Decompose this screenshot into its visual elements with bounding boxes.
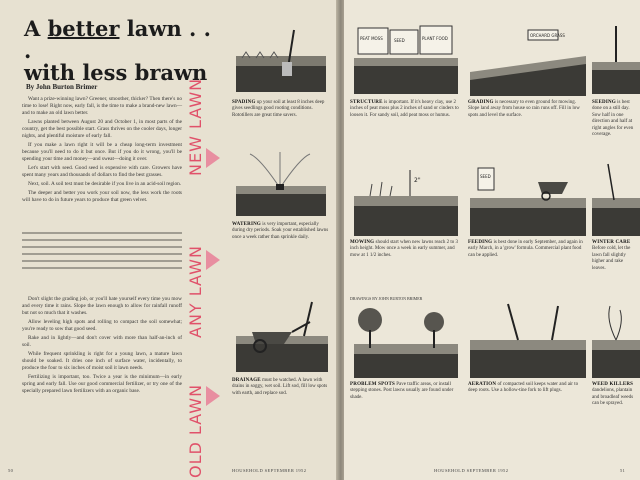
drainage-illustration <box>232 296 332 376</box>
caption-feeding <box>468 240 588 259</box>
caption-text: dandelions, plantain and broadleaf weeds can be sprayed. <box>592 388 634 407</box>
text-lines <box>22 232 182 274</box>
body-paragraph: Rake and in lightly—and don't cover with more than half-an-inch of soil. <box>22 335 182 348</box>
caption-head: SPADING <box>232 100 256 105</box>
old-lawn-label: OLD LAWN <box>186 383 205 478</box>
caption-head: GRADING <box>468 100 494 105</box>
right-page <box>344 0 640 480</box>
intro-paragraph: Lawns planted between August 20 and October 1, in most parts of the country, get the best possible start. Grass thrives on the cooler days, longer nights, and plentiful moisture of early fall. <box>22 119 182 139</box>
caption-text: is important. If it's heavy clay, use 2 inches of peat moss plus 2 inches of sand or cinders to loosen it. For sandy soil, add peat moss or humus. <box>350 100 459 118</box>
aeration-illustration <box>468 300 588 380</box>
any-lawn-label: ANY LAWN <box>186 245 205 338</box>
intro-paragraph: Let's start with seed. Good seed is expensive with care. Growers have spent many years and thousands of dollars to find the best grasses. <box>22 165 182 178</box>
pink-triangle <box>206 148 220 168</box>
intro-paragraph: Next, soil. A soil test must be desirable if you live in an acid-soil region. <box>28 181 182 187</box>
spading-illustration <box>232 28 332 98</box>
caption-spading <box>232 100 332 119</box>
caption-head: FEEDING <box>468 240 493 245</box>
title-line1-post: lawn . . . <box>24 16 211 63</box>
body-paragraph: Allow leveling high spots and rolling to compact the soil somewhat; you're ready to sow that good seed. <box>22 319 182 332</box>
caption-watering <box>232 222 332 241</box>
soil-structure-illustration <box>350 18 462 98</box>
caption-head: WEED KILLERS <box>592 382 634 387</box>
body-paragraph: Fertilizing is important, too. Twice a year is the minimum—in early spring and early fall. Use our good commercial fertilizer, or try one of the specially prepared lawn fertilizers with an organic base. <box>22 374 182 394</box>
winter-care-illustration <box>592 160 640 238</box>
right-footer: HOUSEHOLD SEPTEMBER 1952 <box>434 468 509 473</box>
orchard-grass-label: ORCHARD GRASS <box>530 33 565 38</box>
intro-paragraph: Want a prize-winning lawn? Greener, smoother, thicker? Then there's no time to lose! Right now, early fall, is the time to make a brand-new lawn—and to make an old lawn better. <box>22 96 182 116</box>
caption-head: WINTER CARE <box>592 240 631 245</box>
illustration-credit: DRAWINGS BY JOHN BURTON BRIMER <box>350 296 423 301</box>
mowing-illustration <box>350 160 462 238</box>
body-paragraph: Don't slight the grading job, or you'll hate yourself every time you mow and every time it rains. Slope the lawn enough to allow for rainfall runoff but not so much that it washes. <box>22 296 182 316</box>
caption-text: should start when new lawns reach 2 to 3 inch height. Mow once a week in early summer, and mow at 1 1/2 inches. <box>350 240 458 258</box>
caption-structure <box>350 100 462 119</box>
title-line1-pre: A <box>24 16 48 41</box>
grading-illustration <box>468 26 588 98</box>
intro-paragraph: The deeper and better you work your soil now, the less work the roots will have to do in future years to produce that green velvet. <box>22 190 182 203</box>
caption-problem-spots <box>350 382 462 401</box>
caption-text: of compacted soil keeps water and air to deep roots. Use a hollow-tine fork to lift plugs. <box>468 382 579 394</box>
caption-text: is best done on a still day. Sow half in one direction and half at right angles for even coverage. <box>592 100 634 138</box>
caption-grading <box>468 100 588 119</box>
caption-head: PROBLEM SPOTS <box>350 382 395 387</box>
right-page-number: 51 <box>620 468 626 473</box>
caption-head: DRAINAGE <box>232 378 261 383</box>
second-column <box>22 296 182 397</box>
section-markers <box>176 60 228 480</box>
seed-bag-label: SEED <box>480 174 491 179</box>
caption-weed-killers <box>592 382 638 408</box>
caption-drainage <box>232 378 332 397</box>
caption-text: Pave traffic areas, or install stepping stones. Post lawns usually are found under shade. <box>350 382 454 400</box>
new-lawn-label: NEW LAWN <box>186 77 205 176</box>
caption-head: MOWING <box>350 240 375 245</box>
seeding-illustration <box>592 20 640 96</box>
pink-triangle <box>206 250 220 270</box>
title-line1-better: better <box>47 16 120 41</box>
caption-aeration <box>468 382 588 395</box>
mowing-height-mark: 2" <box>414 177 421 184</box>
problem-spots-illustration <box>350 304 462 380</box>
caption-text: up your soil at least 8 inches deep gives seedlings good rooting conditions. Rototillers are great time savers. <box>232 100 325 118</box>
caption-text: Before cold, let the lawn fall slightly higher and rake leaves. <box>592 246 631 271</box>
weed-killers-illustration <box>592 300 640 380</box>
caption-text: is necessary to even ground for mowing. Slope land away from house so rain runs off. Fill in low spots and level the surface. <box>468 100 580 118</box>
left-footer: HOUSEHOLD SEPTEMBER 1952 <box>232 468 307 473</box>
byline: By John Burton Brimer <box>26 83 98 91</box>
caption-mowing <box>350 240 462 259</box>
intro-column <box>22 96 182 206</box>
sign-peat-moss: PEAT MOSS <box>360 36 383 41</box>
intro-paragraph: If you make a lawn right it will be a cheap long-term investment because you'll need to do it but once. But if you do it wrong, you'll be spending your time and money—and sweat—doing it over. <box>22 142 182 162</box>
caption-winter-care <box>592 240 638 272</box>
title-line2: with less brawn <box>24 60 208 85</box>
caption-text: is best done in early September, and again in early March, in a 'grow' formula. Commercial plant food can be applied. <box>468 240 583 258</box>
watering-illustration <box>232 150 332 220</box>
feeding-illustration <box>468 160 588 238</box>
sign-seed: SEED <box>394 38 405 43</box>
caption-head: SEEDING <box>592 100 616 105</box>
caption-head: AERATION <box>468 382 497 387</box>
left-page-number: 50 <box>8 468 14 473</box>
caption-text: is very important, especially during dry periods. Soak your established lawns once a week rather than sprinkle daily. <box>232 222 329 240</box>
caption-head: STRUCTURE <box>350 100 383 105</box>
caption-text: must be watched. A lawn with drains in soggy, wet soil. Lift sod, fill low spots with earth, and replace sod. <box>232 378 328 396</box>
sign-plant-food: PLANT FOOD <box>422 36 448 41</box>
body-paragraph: While frequent sprinkling is right for a young lawn, a mature lawn should be soaked. It dries one inch of surface water, incidentally, to produce the four to six inches of moist soil it lawn needs. <box>22 351 182 371</box>
pink-triangle <box>206 386 220 406</box>
caption-head: WATERING <box>232 222 262 227</box>
caption-seeding <box>592 100 638 138</box>
